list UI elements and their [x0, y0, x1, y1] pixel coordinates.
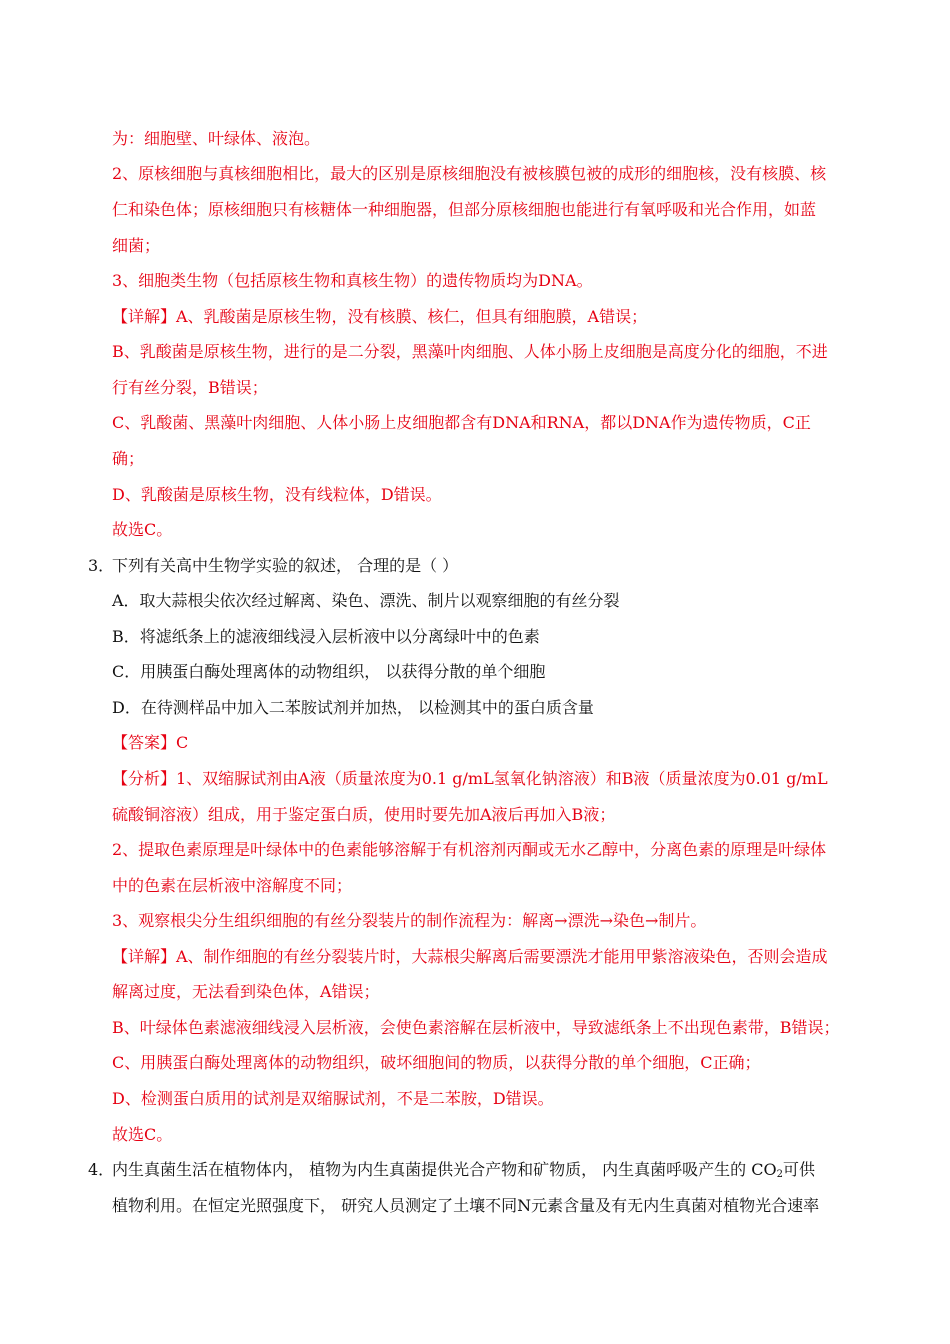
question-stem-part: 内生真菌生活在植物体内， 植物为内生真菌提供光合产物和矿物质， 内生真菌呼吸产生的 CO	[112, 1160, 777, 1179]
analysis-line: 故选C。	[112, 1125, 173, 1144]
explanation-line: 为：细胞壁、叶绿体、液泡。	[112, 129, 321, 148]
question-stem: 下列有关高中生物学实验的叙述， 合理的是（ ）	[112, 556, 459, 575]
subscript: 2	[776, 1169, 783, 1180]
question-stem-line	[112, 1159, 815, 1181]
explanation-line: C、乳酸菌、黑藻叶肉细胞、人体小肠上皮细胞都含有DNA和RNA，都以DNA作为遗传物质，C正	[112, 413, 811, 432]
question-stem-line: 植物利用。在恒定光照强度下， 研究人员测定了土壤不同N元素含量及有无内生真菌对植物光合速率	[112, 1196, 820, 1215]
explanation-line: D、乳酸菌是原核生物，没有线粒体，D错误。	[112, 485, 442, 504]
explanation-line: 故选C。	[112, 520, 173, 539]
analysis-line: 解离过度，无法看到染色体，A错误；	[112, 982, 380, 1001]
explanation-line: 3、细胞类生物（包括原核生物和真核生物）的遗传物质均为DNA。	[112, 271, 593, 290]
explanation-line: 【详解】A、乳酸菌是原核生物，没有核膜、核仁，但具有细胞膜，A错误；	[112, 307, 648, 326]
question-stem-part: 可供	[783, 1160, 816, 1179]
analysis-line: D、检测蛋白质用的试剂是双缩脲试剂，不是二苯胺，D错误。	[112, 1089, 554, 1108]
explanation-line: 仁和染色体；原核细胞只有核糖体一种细胞器，但部分原核细胞也能进行有氧呼吸和光合作用，如蓝	[112, 200, 817, 219]
explanation-line: B、乳酸菌是原核生物，进行的是二分裂，黑藻叶肉细胞、人体小肠上皮细胞是高度分化的细胞，不进	[112, 342, 828, 361]
explanation-line: 确；	[112, 449, 145, 468]
option-c: C．用胰蛋白酶处理离体的动物组织， 以获得分散的单个细胞	[112, 662, 546, 681]
explanation-line: 行有丝分裂，B错误；	[112, 378, 268, 397]
analysis-line: 中的色素在层析液中溶解度不同；	[112, 876, 353, 895]
option-b: B．将滤纸条上的滤液细线浸入层析液中以分离绿叶中的色素	[112, 627, 540, 646]
answer-line: 【答案】C	[112, 733, 189, 752]
analysis-line: 【分析】1、双缩脲试剂由A液（质量浓度为0.1 g/mL氢氧化钠溶液）和B液（质量浓度为0.01 g/mL	[112, 769, 828, 788]
analysis-line: 硫酸铜溶液）组成，用于鉴定蛋白质，使用时要先加A液后再加入B液；	[112, 805, 616, 824]
explanation-line: 细菌；	[112, 236, 161, 255]
question-number: 4．	[88, 1160, 115, 1179]
analysis-line: B、叶绿体色素滤液细线浸入层析液，会使色素溶解在层析液中，导致滤纸条上不出现色素带，B错误；	[112, 1018, 840, 1037]
analysis-line: 3、观察根尖分生组织细胞的有丝分裂装片的制作流程为：解离→漂洗→染色→制片。	[112, 911, 707, 930]
analysis-line: 【详解】A、制作细胞的有丝分裂装片时，大蒜根尖解离后需要漂洗才能用甲紫溶液染色，否则会造成	[112, 947, 828, 966]
analysis-line: 2、提取色素原理是叶绿体中的色素能够溶解于有机溶剂丙酮或无水乙醇中，分离色素的原理是叶绿体	[112, 840, 827, 859]
option-a: A．取大蒜根尖依次经过解离、染色、漂洗、制片以观察细胞的有丝分裂	[112, 591, 620, 610]
analysis-line: C、用胰蛋白酶处理离体的动物组织，破坏细胞间的物质，以获得分散的单个细胞，C正确；	[112, 1053, 761, 1072]
question-number: 3．	[88, 556, 115, 575]
explanation-line: 2、原核细胞与真核细胞相比，最大的区别是原核细胞没有被核膜包被的成形的细胞核，没有核膜、核	[112, 164, 827, 183]
option-d: D．在待测样品中加入二苯胺试剂并加热， 以检测其中的蛋白质含量	[112, 698, 594, 717]
